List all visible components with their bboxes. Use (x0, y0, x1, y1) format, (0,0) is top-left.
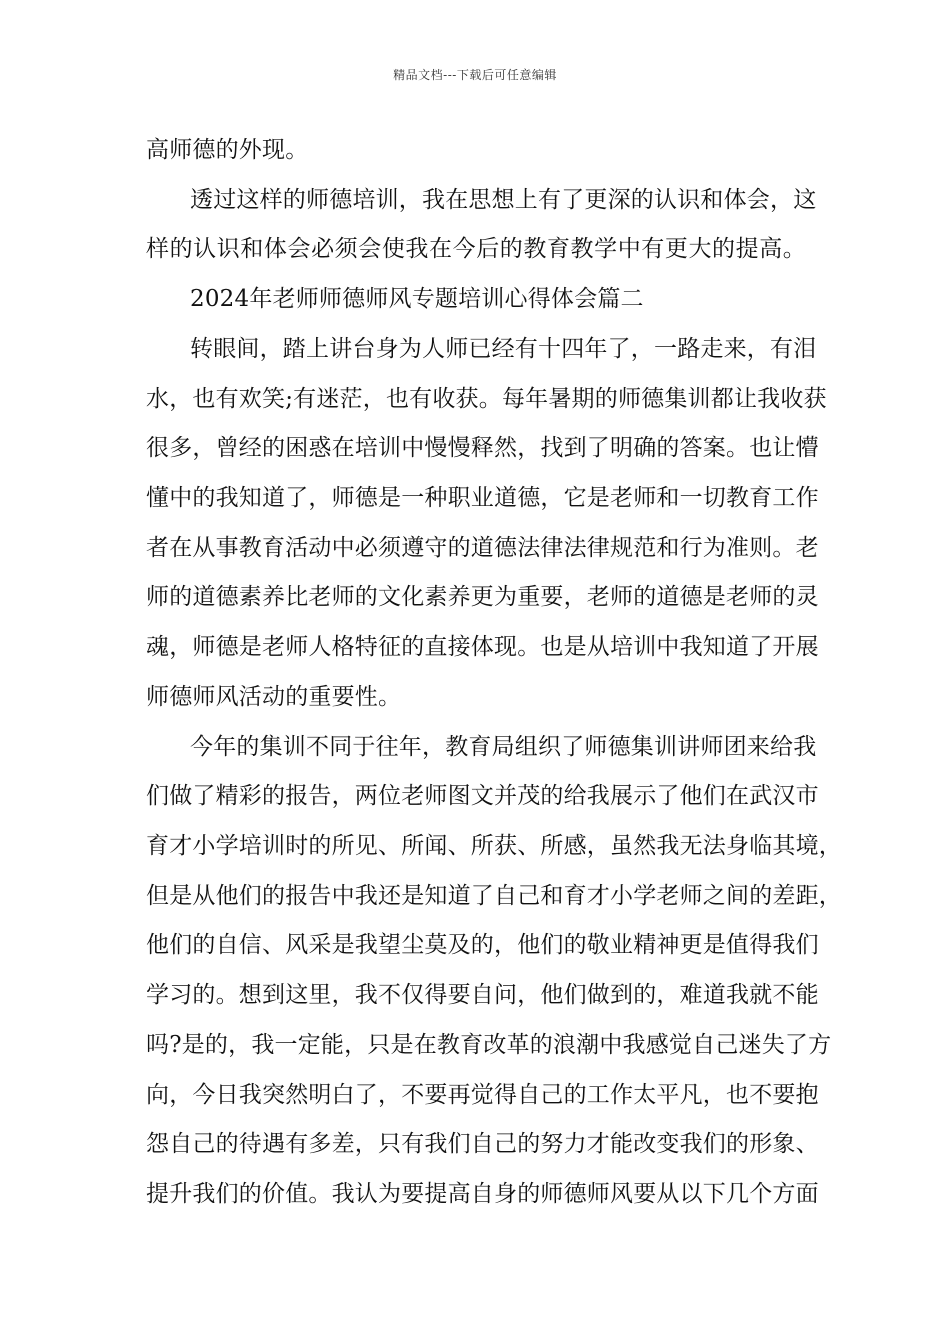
text-line: 者在从事教育活动中必须遵守的道德法律法律规范和行为准则。老 (146, 535, 819, 561)
page-header: 精品文档---下载后可任意编辑 (393, 68, 557, 82)
text-line: 提升我们的价值。我认为要提高自身的师德师风要从以下几个方面 (146, 1181, 819, 1207)
text-line: 样的认识和体会必须会使我在今后的教育教学中有更大的提高。 (146, 236, 806, 262)
text-line: 高师德的外现。 (146, 137, 309, 163)
text-line: 懂中的我知道了，师德是一种职业道德，它是老师和一切教育工作 (146, 485, 819, 511)
text-line: 但是从他们的报告中我还是知道了自己和育才小学老师之间的差距， (146, 883, 842, 909)
text-line: 向，今日我突然明白了，不要再觉得自己的工作太平凡，也不要抱 (146, 1082, 819, 1108)
text-line: 魂，师德是老师人格特征的直接体现。也是从培训中我知道了开展 (146, 634, 819, 660)
text-line: 学习的。想到这里，我不仅得要自问，他们做到的，难道我就不能 (146, 982, 819, 1008)
text-line: 怨自己的待遇有多差，只有我们自己的努力才能改变我们的形象、 (146, 1131, 819, 1157)
text-line: 很多，曾经的困惑在培训中慢慢释然，找到了明确的答案。也让懵 (146, 435, 819, 461)
text-line: 他们的自信、风采是我望尘莫及的，他们的敬业精神更是值得我们 (146, 932, 819, 958)
text-line: 吗?是的，我一定能，只是在教育改革的浪潮中我感觉自己迷失了方 (146, 1032, 832, 1058)
text-line: 今年的集训不同于往年，教育局组织了师德集训讲师团来给我 (190, 734, 817, 760)
text-line: 水，也有欢笑;有迷茫，也有收获。每年暑期的师德集训都让我收获 (146, 386, 827, 412)
text-line: 们做了精彩的报告，两位老师图文并茂的给我展示了他们在武汉市 (146, 783, 819, 809)
text-line: 转眼间，踏上讲台身为人师已经有十四年了，一路走来，有泪 (190, 336, 817, 362)
text-line: 师的道德素养比老师的文化素养更为重要，老师的道德是老师的灵 (146, 584, 819, 610)
section-heading: 2024年老师师德师风专题培训心得体会篇二 (190, 286, 644, 312)
text-line: 师德师风活动的重要性。 (146, 684, 402, 710)
text-line: 透过这样的师德培训，我在思想上有了更深的认识和体会，这 (190, 187, 817, 213)
text-line: 育才小学培训时的所见、所闻、所获、所感，虽然我无法身临其境， (146, 833, 842, 859)
